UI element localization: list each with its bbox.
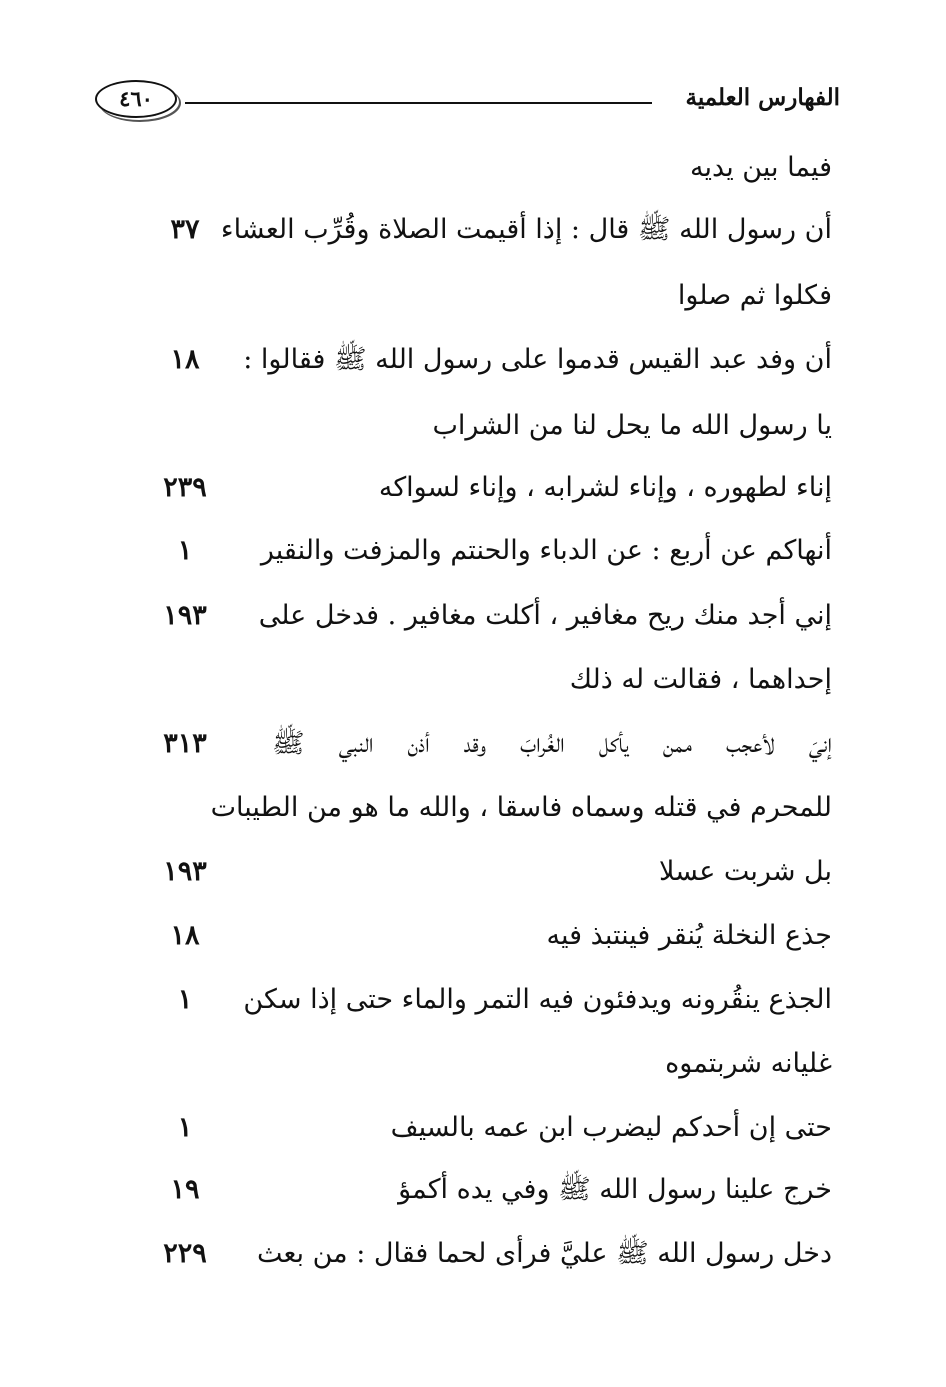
hadith-text: الجذع ينقُرونه ويدفئون فيه التمر والماء حتى إذا سكن (243, 984, 832, 1015)
hadith-text: إحداهما ، فقالت له ذلك (569, 664, 832, 695)
header-rule (185, 102, 652, 104)
hadith-text: إنيَ لأعجب ممن يأكل الغُرابَ وقد أذن النبي ﷺ (272, 728, 832, 759)
hadith-text: دخل رسول الله ﷺ عليَّ فرأى لحما فقال : من بعث (256, 1238, 832, 1269)
index-entry (140, 1098, 832, 1158)
index-entry (140, 396, 832, 456)
hadith-text: أن وفد عبد القيس قدموا على رسول الله ﷺ فقالوا : (243, 344, 832, 375)
hadith-text: إناء لطهوره ، وإناء لشرابه ، وإناء لسواكه (378, 472, 832, 503)
hadith-text: جذع النخلة يُنقر فينتبذ فيه (546, 920, 832, 951)
index-entry (140, 970, 832, 1030)
index-entry (140, 842, 832, 902)
hadith-text: بل شربت عسلا (659, 856, 832, 887)
reference-number: ٣١٣ (163, 728, 207, 759)
index-entry (140, 1160, 832, 1220)
index-entry (140, 458, 832, 518)
index-entry (140, 906, 832, 966)
hadith-text: فكلوا ثم صلوا (677, 280, 832, 311)
hadith-text: فيما بين يديه (690, 152, 832, 183)
index-entry (140, 1224, 832, 1284)
index-entry (140, 1034, 832, 1094)
index-entry (140, 586, 832, 646)
reference-number: ١٨ (170, 920, 200, 951)
reference-number: ١٩٣ (163, 856, 207, 887)
index-entry (140, 778, 832, 838)
reference-number: ١٩٣ (163, 600, 207, 631)
hadith-text: غليانه شربتموه (665, 1048, 832, 1079)
reference-number: ١٨ (170, 344, 200, 375)
hadith-text: أنهاكم عن أربع : عن الدباء والحنتم والمزفت والنقير (260, 535, 832, 566)
running-header (95, 78, 840, 128)
index-entry (140, 714, 832, 774)
reference-number: ١ (177, 1112, 193, 1143)
reference-number: ١ (177, 984, 193, 1015)
index-entry (140, 650, 832, 710)
index-entry (140, 138, 832, 198)
hadith-text: خرج علينا رسول الله ﷺ وفي يده أكمؤ (398, 1174, 832, 1205)
running-title: الفهارس العلمية (685, 84, 840, 111)
hadith-text: حتى إن أحدكم ليضرب ابن عمه بالسيف (390, 1112, 832, 1143)
reference-number: ٢٢٩ (163, 1238, 207, 1269)
index-entry (140, 266, 832, 326)
reference-number: ١٩ (170, 1174, 200, 1205)
index-entry (140, 521, 832, 581)
index-entry (140, 200, 832, 260)
index-entry (140, 330, 832, 390)
page-number: ٤٦٠ (95, 80, 177, 118)
reference-number: ٢٣٩ (163, 472, 207, 503)
reference-number: ٣٧ (170, 214, 200, 245)
hadith-text: أن رسول الله ﷺ قال : إذا أقيمت الصلاة وقُرِّب العشاء (220, 214, 832, 245)
reference-number: ١ (177, 535, 193, 566)
hadith-text: إني أجد منك ريح مغافير ، أكلت مغافير . فدخل على (258, 600, 832, 631)
hadith-text: للمحرم في قتله وسماه فاسقا ، والله ما هو من الطيبات (210, 792, 832, 823)
hadith-text: يا رسول الله ما يحل لنا من الشراب (432, 410, 832, 441)
